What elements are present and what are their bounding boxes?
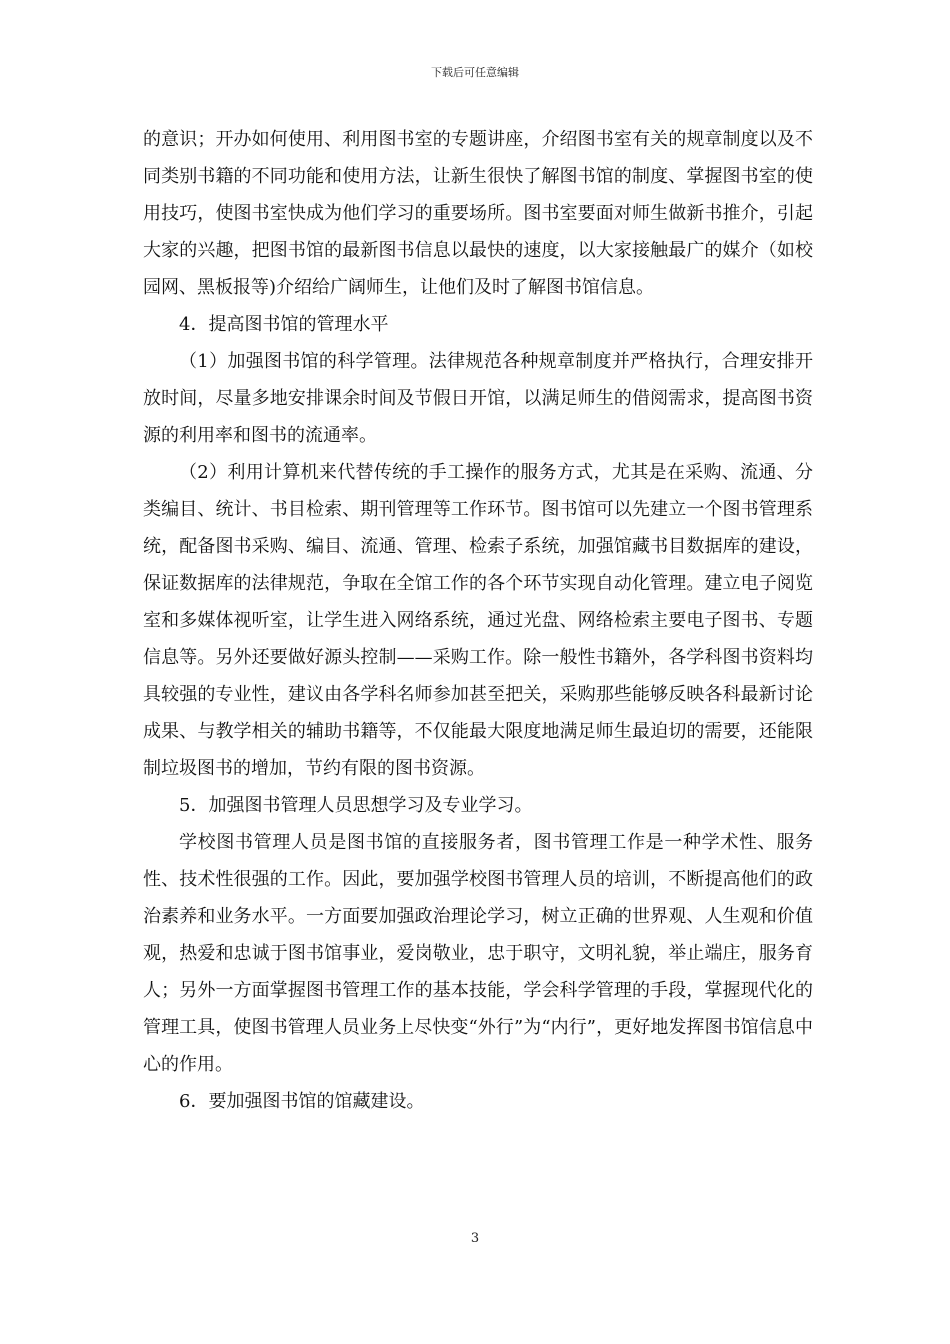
section-heading-management-level: 4．提高图书馆的管理水平 — [179, 314, 389, 335]
paragraph-scientific-management: （1）加强图书馆的科学管理。法律规范各种规章制度并严格执行，合理安排开放时间，尽量多地安排课余时间及节假日开馆，以满足师生的借阅需求，提高图书资源的利用率和图书的流通率。 — [143, 351, 813, 446]
paragraph-staff-training: 学校图书管理人员是图书馆的直接服务者，图书管理工作是一种学术性、服务性、技术性很强的工作。因此，要加强学校图书管理人员的培训，不断提高他们的政治素养和业务水平。一方面要加强政治理论学习，树立正确的世界观、人生观和价值观，热爱和忠诚于图书馆事业，爱岗敬业，忠于职守，文明礼貌，举止端庄，服务育人；另外一方面掌握图书管理工作的基本技能，学会科学管理的手段，掌握现代化的管理工具，使图书管理人员业务上尽快变“外行”为“内行”，更好地发挥图书馆信息中心的作用。 — [143, 832, 813, 1075]
paragraph-library-orientation: 的意识；开办如何使用、利用图书室的专题讲座，介绍图书室有关的规章制度以及不同类别书籍的不同功能和使用方法，让新生很快了解图书馆的制度、掌握图书室的使用技巧，使图书室快成为他们学习的重要场所。图书室要面对师生做新书推介，引起大家的兴趣，把图书馆的最新图书信息以最快的速度，以大家接触最广的媒介（如校园网、黑板报等)介绍给广阔师生，让他们及时了解图书馆信息。 — [143, 129, 813, 298]
page-header: 下载后可任意编辑 — [431, 66, 519, 79]
paragraph-computer-management: （2）利用计算机来代替传统的手工操作的服务方式，尤其是在采购、流通、分类编目、统计、书目检索、期刊管理等工作环节。图书馆可以先建立一个图书管理系统，配备图书采购、编目、流通、管理、检索子系统，加强馆藏书目数据库的建设，保证数据库的法律规范，争取在全馆工作的各个环节实现自动化管理。建立电子阅览室和多媒体视听室，让学生进入网络系统，通过光盘、网络检索主要电子图书、专题信息等。另外还要做好源头控制——采购工作。除一般性书籍外，各学科图书资料均具较强的专业性，建议由各学科名师参加甚至把关，采购那些能够反映各科最新讨论成果、与教学相关的辅助书籍等，不仅能最大限度地满足师生最迫切的需要，还能限制垃圾图书的增加，节约有限的图书资源。 — [143, 462, 813, 779]
body-text — [143, 121, 813, 1120]
page-number: 3 — [470, 1231, 480, 1246]
section-heading-collection-building: 6．要加强图书馆的馆藏建设。 — [179, 1091, 425, 1112]
section-heading-staff-training: 5．加强图书管理人员思想学习及专业学习。 — [179, 795, 533, 816]
